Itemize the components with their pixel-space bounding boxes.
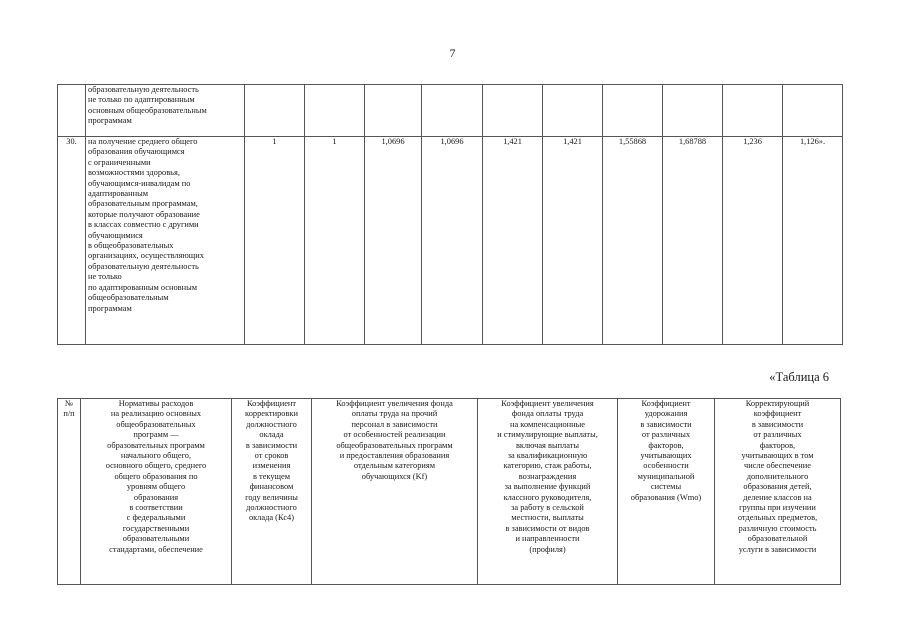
- value-cell: 1,55868: [603, 137, 663, 345]
- header-wmo: Коэффициент удорожания в зависимости от различных факторов, учитывающих особенности муниципальной системы образования (Wmo): [618, 399, 715, 585]
- header-kf: Коэффициент увеличения фонда оплаты труда на прочий персонал в зависимости от особенностей реализации общеобразовательных программ и предоставления образования отдельным категориям обучающихся (Kf): [312, 399, 478, 585]
- value-cell: 1: [305, 137, 365, 345]
- value-cell: 1,126».: [783, 137, 843, 345]
- header-norm: Нормативы расходов на реализацию основных общеобразовательных программ — образовательных программ начального общего, основного общего, среднего общего образования по уровням общего образования в соответствии с федеральными государственными образовательными стандартами, обеспечение: [81, 399, 232, 585]
- header-number: № п/п: [58, 399, 81, 585]
- value-cell: 1,0696: [422, 137, 483, 345]
- row-description: на получение среднего общего образования обучающимся с ограниченными возможностями здоровья, обучающимся-инвалидам по адаптированным образовательным программам, которые получают образование в классах совместно с другими обучающимися в общеобразовательных организациях, осуществляющих образовательную деятельность не только по адаптированным основным общеобразовательным программам: [86, 137, 245, 345]
- table-caption: «Таблица 6: [769, 370, 829, 384]
- header-compensation: Коэффициент увеличения фонда оплаты труда на компенсационные и стимулирующие выплаты, включая выплаты за квалификационную категорию, стаж работы, вознаграждения за выполнение функций классного руководителя, за работу в сельской местности, выплаты в зависимости от видов и направленности (профиля): [478, 399, 618, 585]
- row-number: 30.: [58, 137, 86, 345]
- table-row: [58, 137, 843, 345]
- value-cell: 1: [245, 137, 305, 345]
- row-description: образовательную деятельность не только по адаптированным основным общеобразовательным программам: [86, 85, 245, 137]
- page-number: 7: [449, 46, 456, 60]
- upper-table: [57, 84, 843, 345]
- value-cell: 1,68788: [663, 137, 723, 345]
- value-cell: 1,421: [543, 137, 603, 345]
- header-kc4: Коэффициент корректировки должностного оклада в зависимости от сроков изменения в текущем финансовом году величины должностного оклада (Кс4): [232, 399, 312, 585]
- table-row: [58, 85, 843, 137]
- header-correction: Корректирующий коэффициент в зависимости от различных факторов, учитывающих в том числе обеспечение дополнительного образования детей, деление классов на группы при изучении отдельных предметов, различную стоимость образовательной услуги в зависимости: [715, 399, 841, 585]
- row-number: [58, 85, 86, 137]
- value-cell: 1,421: [483, 137, 543, 345]
- value-cell: 1,0696: [365, 137, 422, 345]
- value-cell: 1,236: [723, 137, 783, 345]
- table-6: [57, 398, 841, 585]
- table-header-row: [58, 399, 841, 585]
